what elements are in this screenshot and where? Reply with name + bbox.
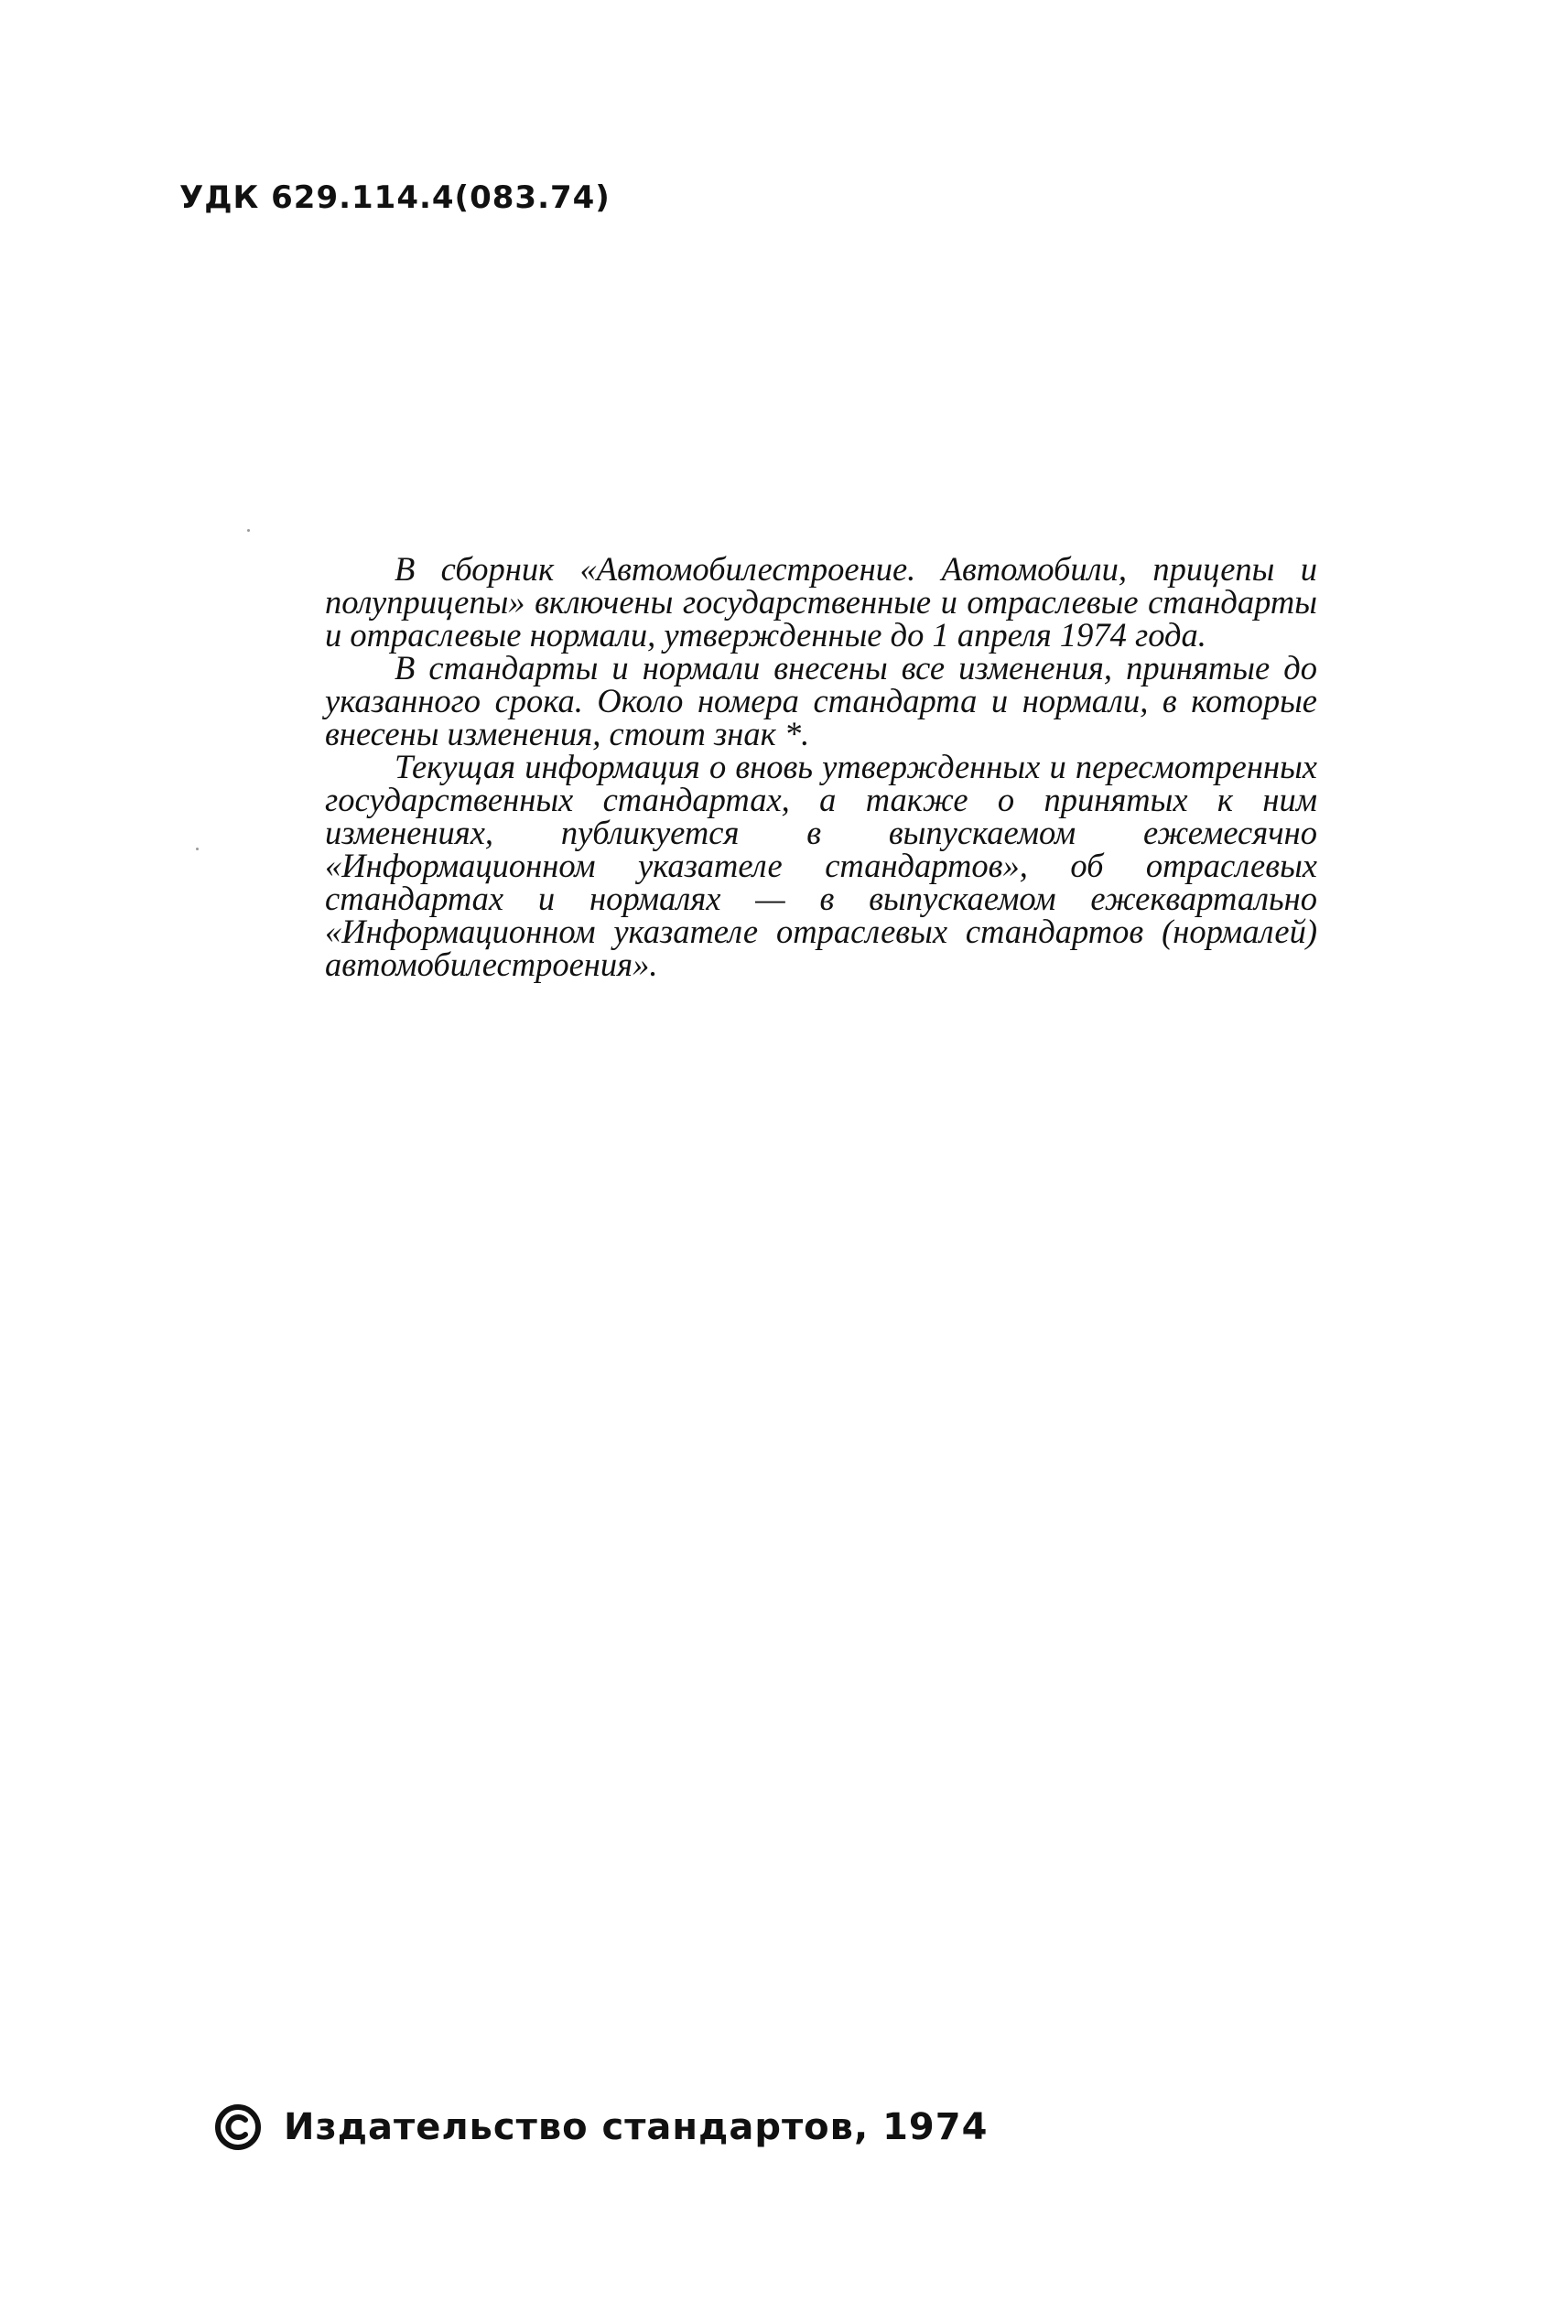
scan-speck xyxy=(247,529,250,532)
copyright-line xyxy=(214,2103,988,2151)
scan-speck xyxy=(196,848,199,850)
intro-paragraph-1: В сборник «Автомобилестроение. Автомобили, прицепы и полуприцепы» включены государственные и отраслевые стандарты и отраслевые нормали, утвержденные до 1 апреля 1974 года. xyxy=(325,550,1317,654)
udc-code: УДК 629.114.4(083.74) xyxy=(179,179,611,216)
intro-paragraph-3: Текущая информация о вновь утвержденных и пересмотренных государственных стандартах, а также о принятых к ним изменениях, публикуется в выпускаемом ежемесячно «Информационном указателе стандартов», об отраслевых стандартах и нормалях — в выпускаемом ежеквартально «Информационном указателе отраслевых стандартов (нормалей) автомобилестроения». xyxy=(325,748,1317,983)
intro-paragraph-2: В стандарты и нормали внесены все изменения, принятые до указанного срока. Около номера стандарта и нормали, в которые внесены изменения, стоит знак *. xyxy=(325,649,1317,752)
intro-text xyxy=(325,550,1317,983)
copyright-icon xyxy=(214,2103,262,2151)
publisher-name: Издательство стандартов, 1974 xyxy=(284,2106,989,2148)
